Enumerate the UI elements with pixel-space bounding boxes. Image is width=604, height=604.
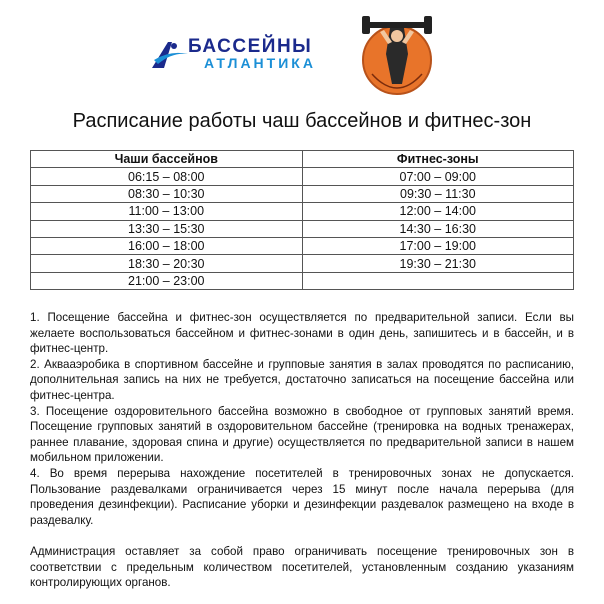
pool-slot: 11:00 – 13:00 bbox=[31, 203, 303, 220]
fitness-slot: 19:30 – 21:30 bbox=[302, 255, 573, 272]
atlantic-power-club-logo-icon bbox=[352, 14, 442, 106]
table-row bbox=[31, 255, 574, 272]
page-title: Расписание работы чаш бассейнов и фитнес-зон bbox=[72, 110, 532, 132]
note-item: 3. Посещение оздоровительного бассейна возможно в свободное от групповых занятий время. Посещение групповых занятий в оздоровительном бассейне (тренировка на водных тренажерах, раннее плавание, здоровая спина и другие) осуществляется по предварительной записи в нашем мобильном приложении. bbox=[30, 404, 574, 465]
logo-bar bbox=[0, 0, 604, 108]
header-pools: Чаши бассейнов bbox=[31, 151, 303, 168]
table-row bbox=[31, 272, 574, 289]
table-header-row bbox=[31, 151, 574, 168]
table-row bbox=[31, 168, 574, 185]
pool-slot: 21:00 – 23:00 bbox=[31, 272, 303, 289]
administration-note: Администрация оставляет за собой право ограничивать посещение тренировочных зон в соответствии с предельным количеством посетителей, установленным созданию указаниям контролирующих органов. bbox=[30, 544, 574, 590]
pool-slot: 16:00 – 18:00 bbox=[31, 237, 303, 254]
note-item: 2. Аквааэробика в спортивном бассейне и групповые занятия в залах проводятся по расписанию, дополнительная запись на них не требуется, достаточно записаться на посещение бассейна или фитнес-центра. bbox=[30, 357, 574, 402]
table-row bbox=[31, 203, 574, 220]
notes-block bbox=[30, 310, 574, 591]
pool-slot: 18:30 – 20:30 bbox=[31, 255, 303, 272]
table-row bbox=[31, 237, 574, 254]
fitness-slot: 07:00 – 09:00 bbox=[302, 168, 573, 185]
fitness-slot bbox=[302, 272, 573, 289]
pool-slot: 13:30 – 15:30 bbox=[31, 220, 303, 237]
brand-swoosh-icon bbox=[150, 38, 190, 72]
fitness-slot: 09:30 – 11:30 bbox=[302, 185, 573, 202]
fitness-slot: 17:00 – 19:00 bbox=[302, 237, 573, 254]
brand-name-line1: БАССЕЙНЫ bbox=[188, 36, 313, 57]
header-fitness: Фитнес-зоны bbox=[302, 151, 573, 168]
note-item: 1. Посещение бассейна и фитнес-зон осуществляется по предварительной записи. Если вы желаете воспользоваться бассейном и фитнес-зонами в один день, запишитесь и в бассейн, и в фитнес-центр. bbox=[30, 311, 574, 356]
pool-slot: 08:30 – 10:30 bbox=[31, 185, 303, 202]
note-item: 4. Во время перерыва нахождение посетителей в тренировочных зонах не допускается. Пользование раздевалками ограничивается через 15 минут после начала перерыва (для проведения дезинфекции). Расписание уборки и дезинфекции раздевалок размещено на входе в раздевалку. bbox=[30, 466, 574, 527]
pool-slot: 06:15 – 08:00 bbox=[31, 168, 303, 185]
schedule-table bbox=[30, 150, 574, 290]
fitness-slot: 12:00 – 14:00 bbox=[302, 203, 573, 220]
table-row bbox=[31, 220, 574, 237]
table-row bbox=[31, 185, 574, 202]
brand-name-line2: АТЛАНТИКА bbox=[204, 55, 316, 71]
fitness-slot: 14:30 – 16:30 bbox=[302, 220, 573, 237]
